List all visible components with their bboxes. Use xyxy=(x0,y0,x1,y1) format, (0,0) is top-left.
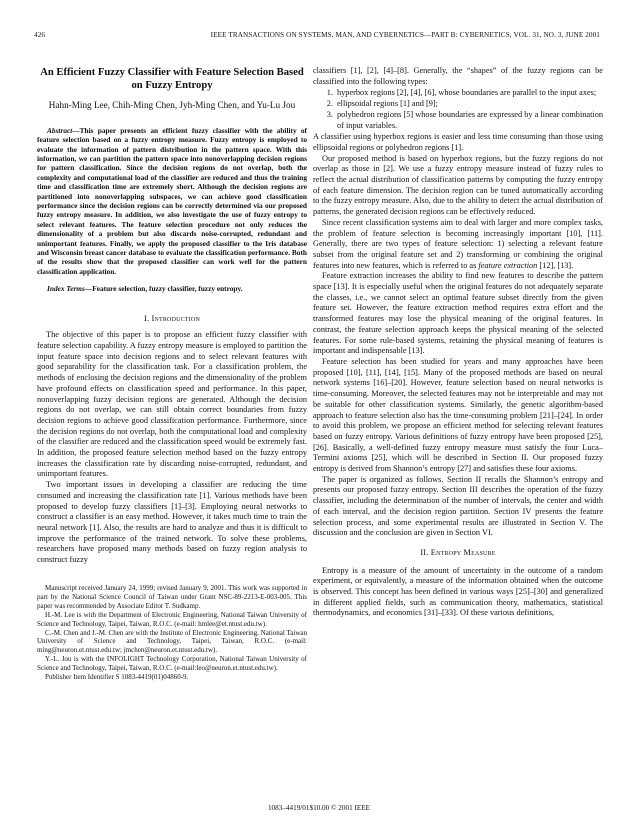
paragraph: classifiers [1], [2], [4]–[8]. Generally, the “shapes” of the fuzzy regions can be classified into the following types: xyxy=(313,66,603,86)
section-heading-entropy-measure: II. Entropy Measure xyxy=(420,547,496,557)
paragraph: Feature extraction increases the ability to find new features to describe the pattern space [13]. It is especially useful when the original features do not adequately separate the classes, i.e., we cannot select an optimal feature subset directly from the given feature set. However, the feature extraction method requires extra effort and the transformed features may lose the physical meaning of the original features. In contrast, the feature selection approach keeps the physical meaning of the selected features. For some rule-based systems, retaining the physical meaning of features is important and indispensable [13]. xyxy=(313,271,603,356)
page-number: 426 xyxy=(34,31,46,39)
footnote: C.-M. Chen and J.-M. Chen are with the Institute of Electronic Engineering, National Taiwan University of Science and Technology, Taipei, Taiwan, R.O.C. (e-mail: ming@neuron.et.ntust.edu.tw; jmchen@neuron.et.ntust.edu.tw). xyxy=(37,628,307,655)
copyright-footer: 1083–4419/01$10.00 © 2001 IEEE xyxy=(267,804,371,812)
right-column xyxy=(313,66,603,619)
paragraph: Entropy is a measure of the amount of uncertainty in the outcome of a random experiment, or equivalently, a measure of the information obtained when the outcome is observed. This concept has been defined in various ways [25]–[30] and generalized in different applied fields, such as communication theory, mathematics, statistical thermodynamics, and economics [31]–[33]. Of these various definitions, xyxy=(313,565,603,618)
paragraph: A classifier using hyperbox regions is easier and less time consuming than those using ellipsoidal regions or polyhedron regions [1]. xyxy=(313,132,603,152)
list-item: 1. hyperbox regions [2], [4], [6], whose boundaries are parallel to the input axes; xyxy=(335,88,603,99)
author-list: Hahn-Ming Lee, Chih-Ming Chen, Jyh-Ming Chen, and Yu-Lu Jou xyxy=(48,100,296,110)
footnote: Y.-L. Jou is with the INFOLIGHT Technology Corporation, National Taiwan University of Science and Technology, Taipei, Taiwan, R.O.C. (e-mail:leo@neuron.et.ntust.edu.tw). xyxy=(37,655,307,673)
index-terms-text: Feature selection, fuzzy classifier, fuzzy entropy. xyxy=(92,284,243,294)
region-type-list xyxy=(313,88,603,131)
index-terms xyxy=(37,284,307,293)
list-item: 3. polyhedron regions [5] whose boundaries are expressed by a linear combination of input variables. xyxy=(335,110,603,131)
list-item: 2. ellipsoidal regions [1] and [9]; xyxy=(335,99,603,110)
paragraph xyxy=(313,218,603,272)
footnote: Manuscript received January 24, 1999; revised January 9, 2001. This work was supported in part by the National Science Council of Taiwan under Grant NSC-89-2213-E-003-005. This paper was recommended by Associate Editor T. Sudkamp. xyxy=(37,584,307,610)
paper-title: An Efficient Fuzzy Classifier with Feature Selection Based on Fuzzy Entropy xyxy=(40,67,304,91)
paragraph: Our proposed method is based on hyperbox regions, but the fuzzy regions do not overlap as those in [2]. We use a fuzzy entropy measure instead of fuzzy rules to reflect the actual distribution of classification patterns by computing the fuzzy entropy of each feature dimension. The decision region can be tuned automatically according to the fuzzy entropy measure. Also, due to the ability to detect the actual distribution of patterns, the generated decision regions can be effectively reduced. xyxy=(313,153,603,217)
running-header: IEEE TRANSACTIONS ON SYSTEMS, MAN, AND CYBERNETICS—PART B: CYBERNETICS, VOL. 31, NO. 3, JUNE 2001 xyxy=(210,31,600,39)
paragraph: Two important issues in developing a classifier are reducing the time consumed and increasing the classification rate [1]. Various methods have been proposed to develop fuzzy classifiers [1]–[3]. Employing neural networks to construct a classifier is an easy method. However, it takes much time to train the neural network [1]. Also, the results are hard to analyze and thus it is difficult to improve the performance of the trained network. To solve these problems, researchers have proposed many methods based on fuzzy region analysis to construct fuzzy xyxy=(37,480,307,565)
paragraph-text: Since recent classification systems aim to deal with larger and more complex tasks, the problem of feature selection is becoming increasingly important [10], [11]. Generally, there are two types of feature selection: 1) selecting a relevant feature subset from the original feature set and 2) transforming or combining the original features into new features, which is referred to as xyxy=(313,217,603,270)
index-terms-label: Index Terms— xyxy=(47,284,93,294)
paragraph: The objective of this paper is to propose an efficient fuzzy classifier with feature selection capability. A fuzzy entropy measure is employed to partition the input feature space into decision regions and to select relevant features with good separability for the classification task. For a classification problem, the methods of enclosing the decision regions and the dimensionality of the problem have profound effects on classification speed and performance. In this paper, nonoverlapping fuzzy decision regions are generated. Although the decision regions do not overlap, we can still obtain correct boundaries from fuzzy decision regions to achieve good classification performance. Furthermore, since the decision regions do not overlap, both the computational load and complexity of the classifier are reduced and the classification speed would be extremely fast. In addition, the proposed feature selection method based on the fuzzy entropy increases the classification rate by discarding noise-corrupted, redundant, and unimportant features. xyxy=(37,330,307,479)
paragraph-text: [12], [13]. xyxy=(537,260,574,270)
emphasis-term: feature extraction xyxy=(478,260,538,270)
section-heading-introduction: I. Introduction xyxy=(143,313,200,323)
footnotes xyxy=(37,584,307,682)
abstract-label: Abstract— xyxy=(47,125,80,135)
left-column xyxy=(37,66,307,566)
paragraph: Feature selection has been studied for years and many approaches have been proposed [10], [11], [14], [15]. Many of the proposed methods are based on neural network systems [16]–[20]. However, feature selection based on neural networks is time-consuming. Moreover, the selected features may not be interpretable and may not be suitable for other classification systems. Similarly, the genetic algorithm-based approach to feature selection also has the time-consuming problem [21]–[24]. In order to avoid this problem, we propose an efficient method for selecting relevant features based on fuzzy entropy. Various definitions of fuzzy entropy have been proposed [25], [26]. Basically, a well-defined fuzzy entropy measure must satisfy the four Luca–Termini axioms [25], which will be described in Section II. Our proposed fuzzy entropy is derived from Shannon’s entropy [27] and satisfies these four axioms. xyxy=(313,356,603,474)
abstract-text: This paper presents an efficient fuzzy classifier with the ability of feature selection based on a fuzzy entropy measure. Fuzzy entropy is employed to evaluate the information of pattern distribution in the pattern space. With this information, we can partition the pattern space into nonoverlapping decision regions for pattern classification. Since the decision regions do not overlap, both the complexity and computational load of the classifier are reduced and thus the training time and classification time are extremely short. Although the decision regions are partitioned into nonoverlapping subspaces, we can achieve good classification performance since the decision regions can be correctly determined via our proposed fuzzy entropy measure. In addition, we also investigate the use of fuzzy entropy to select relevant features. The feature selection procedure not only reduces the dimensionality of a problem but also discards noise-corrupted, redundant and unimportant features. Finally, we apply the proposed classifier to the Iris database and Wisconsin breast cancer database to evaluate the classification performance. Both of the results show that the proposed classifier can work well for the pattern classification application. xyxy=(37,125,307,276)
footnote: Publisher Item Identifier S 1083-4419(01)04860-9. xyxy=(45,673,189,682)
abstract xyxy=(37,126,307,277)
paragraph: The paper is organized as follows. Section II recalls the Shannon’s entropy and presents our proposed fuzzy entropy. Section III describes the operation of the fuzzy classifier, including the determination of the number of intervals, the center and width of each interval, and the decision region partition. Section IV presents the feature selection process, and some experimental results are illustrated in Section V. The discussion and the conclusion are given in Section VI. xyxy=(313,474,603,538)
footnote: H.-M. Lee is with the Department of Electronic Engineering, National Taiwan University of Science and Technology, Taipei, Taiwan, R.O.C. (e-mail: hmlee@et.ntust.edu.tw). xyxy=(37,610,307,628)
